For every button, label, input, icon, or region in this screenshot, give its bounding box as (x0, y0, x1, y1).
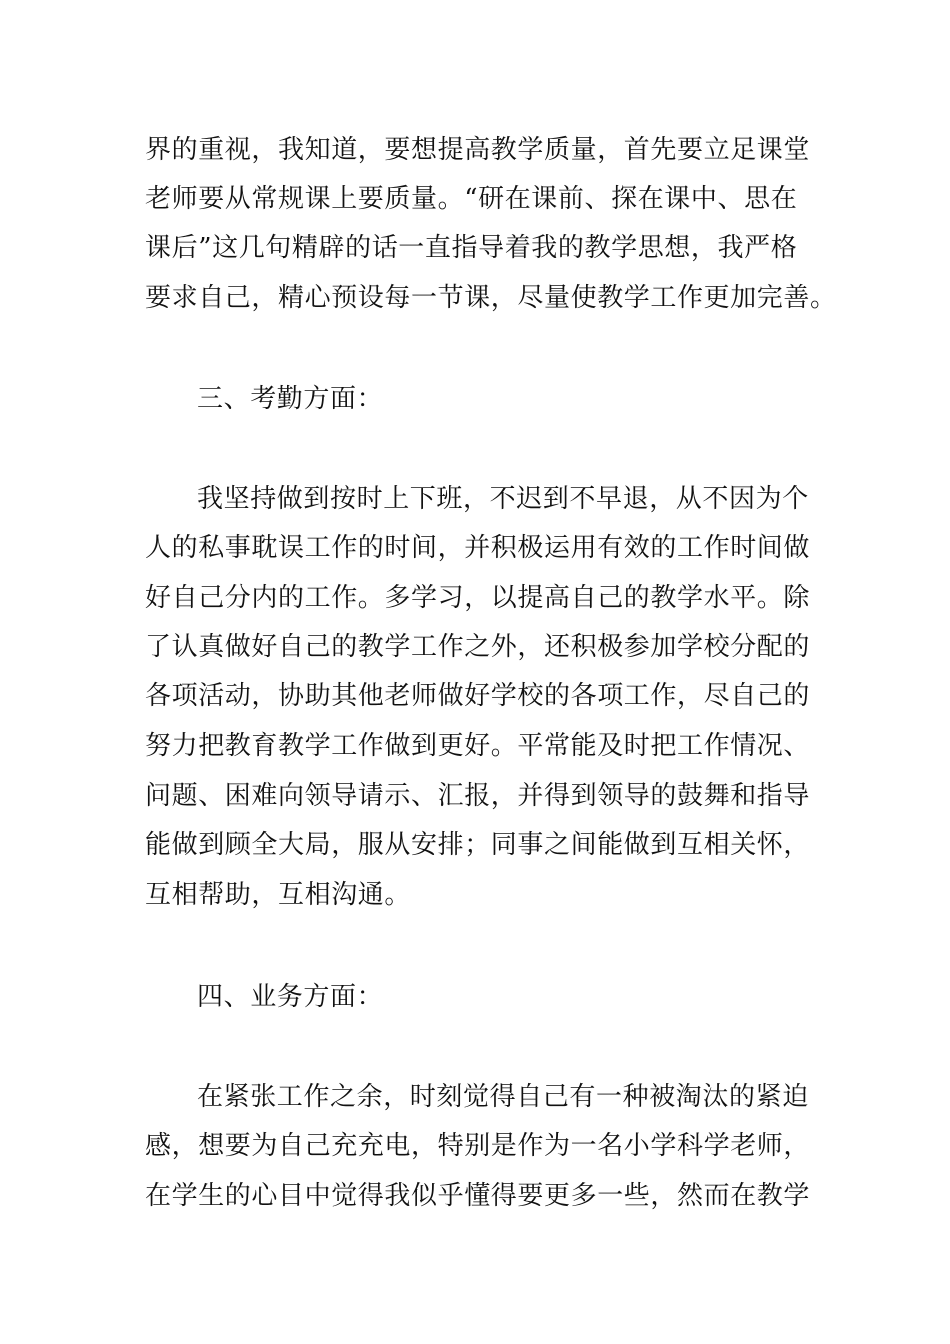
section-heading: 四、业务方面： (197, 982, 384, 1012)
paragraph-line: 问题、困难向领导请示、汇报，并得到领导的鼓舞和指导 (145, 781, 811, 811)
section-heading: 三、考勤方面： (197, 384, 384, 414)
paragraph-line: 在紧张工作之余，时刻觉得自己有一种被淘汰的紧迫 (197, 1082, 809, 1112)
paragraph-line: 互相帮助，互相沟通。 (145, 880, 412, 910)
paragraph-line: 老师要从常规课上要质量。“研在课前、探在课中、思在 (145, 184, 798, 214)
paragraph-line: 感，想要为自己充充电，特别是作为一名小学科学老师， (145, 1131, 811, 1161)
paragraph-line: 我坚持做到按时上下班，不迟到不早退，从不因为个 (197, 484, 809, 514)
paragraph-line: 能做到顾全大局，服从安排；同事之间能做到互相关怀， (145, 830, 811, 860)
paragraph-line: 努力把教育教学工作做到更好。平常能及时把工作情况、 (145, 731, 811, 761)
paragraph-line: 好自己分内的工作。多学习，以提高自己的教学水平。除 (145, 583, 811, 613)
paragraph-line: 课后”这几句精辟的话一直指导着我的教学思想，我严格 (145, 233, 798, 263)
paragraph-line: 人的私事耽误工作的时间，并积极运用有效的工作时间做 (145, 533, 811, 563)
paragraph-line: 了认真做好自己的教学工作之外，还积极参加学校分配的 (145, 632, 811, 662)
paragraph-line: 各项活动，协助其他老师做好学校的各项工作，尽自己的 (145, 681, 811, 711)
paragraph-line: 界的重视，我知道，要想提高教学质量，首先要立足课堂 (145, 135, 811, 165)
paragraph-line: 要求自己，精心预设每一节课，尽量使教学工作更加完善。 (145, 283, 837, 313)
paragraph-line: 在学生的心目中觉得我似乎懂得要更多一些，然而在教学 (145, 1181, 811, 1211)
